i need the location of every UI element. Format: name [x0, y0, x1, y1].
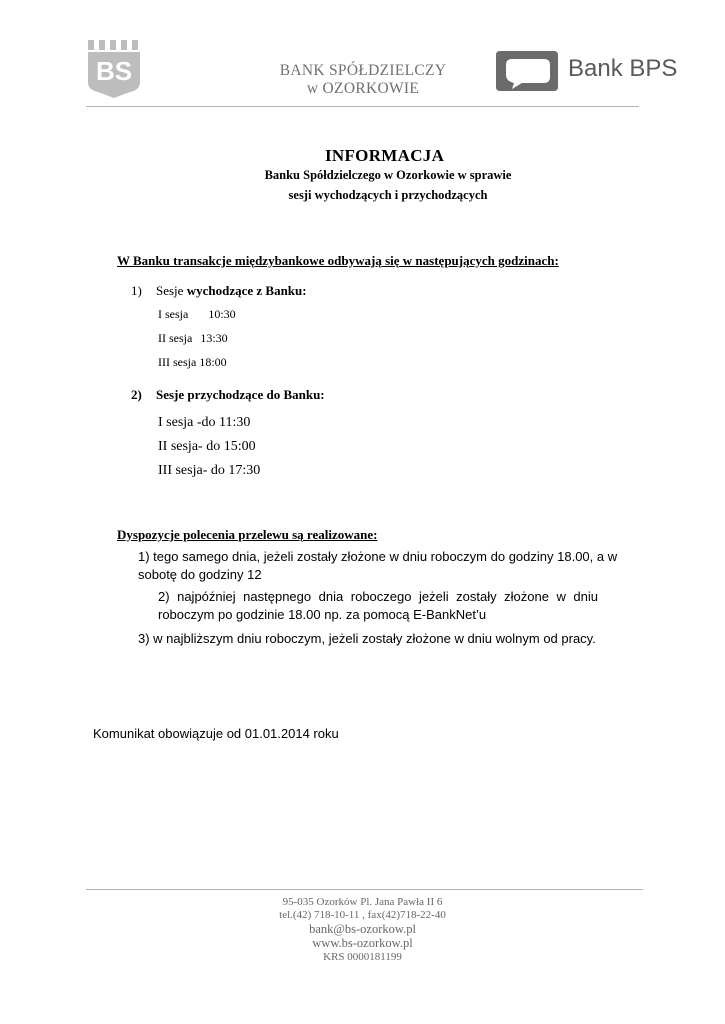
outgoing-label-plain: Sesje	[156, 283, 184, 298]
session-time: do 17:30	[210, 463, 261, 478]
outgoing-label-bold: wychodzące z Banku:	[186, 283, 307, 298]
footer-email: bank@bs-ozorkow.pl	[309, 922, 416, 936]
incoming-session-3	[158, 463, 260, 479]
outgoing-label	[156, 283, 307, 299]
bank-name-line2: w OZORKOWIE	[306, 80, 420, 97]
svg-text:BS: BS	[95, 56, 133, 86]
session-time: do 15:00	[206, 439, 256, 454]
session-name: III sesja	[158, 355, 197, 369]
footer-phone: tel.(42) 718-10-11 , fax(42)718-22-40	[279, 909, 446, 921]
session-time: 10:30	[208, 307, 236, 321]
bps-bubble-icon	[492, 47, 562, 97]
session-time: 18:00	[199, 355, 227, 369]
session-name: III sesja-	[158, 463, 208, 478]
sessions-heading: W Banku transakcje międzybankowe odbywają się w następujących godzinach:	[117, 253, 559, 268]
transfer-item-1-line1: 1) tego samego dnia, jeżeli zostały złożone w dniu roboczym do godziny 18.00, a w	[138, 549, 618, 564]
transfer-item-2-line2: roboczym po godzinie 18.00 np. za pomocą E-BankNet’u	[158, 607, 487, 622]
footer-address: 95-035 Ozorków Pl. Jana Pawła II 6	[282, 896, 443, 908]
bank-name	[275, 62, 451, 98]
session-name: I sesja	[158, 415, 194, 430]
bank-name-line1: BANK SPÓŁDZIELCZY	[279, 62, 447, 79]
footer-krs: KRS 0000181199	[323, 951, 402, 963]
transfer-item-2-line1: 2) najpóźniej następnego dnia roboczego jeżeli zostały złożone w dniu	[158, 589, 598, 604]
incoming-session-1	[158, 415, 250, 431]
incoming-number: 2)	[131, 387, 142, 402]
subtitle-line2: sesji wychodzących i przychodzących	[288, 188, 488, 202]
effective-date-notice: Komunikat obowiązuje od 01.01.2014 roku	[93, 726, 339, 741]
bank-bps-text: Bank BPS	[568, 55, 678, 82]
page-title: INFORMACJA	[325, 146, 445, 165]
transfer-item-1-line2: sobotę do godziny 12	[138, 567, 262, 582]
session-name: I sesja	[158, 307, 189, 321]
outgoing-session-1	[158, 307, 236, 322]
outgoing-number: 1)	[131, 283, 142, 298]
bs-emblem-icon	[86, 38, 142, 100]
outgoing-session-2	[158, 331, 228, 346]
subtitle-line1: Banku Spółdzielczego w Ozorkowie w sprawie	[264, 168, 512, 182]
incoming-label: Sesje przychodzące do Banku:	[156, 387, 325, 402]
footer-website: www.bs-ozorkow.pl	[312, 936, 413, 950]
incoming-session-2	[158, 439, 256, 455]
transfer-heading: Dyspozycje polecenia przelewu są realizowane:	[117, 527, 378, 542]
session-time: 13:30	[200, 331, 228, 345]
transfer-item-3: 3) w najbliższym dniu roboczym, jeżeli zostały złożone w dniu wolnym od pracy.	[138, 631, 596, 646]
outgoing-session-3	[158, 355, 227, 370]
session-time: -do 11:30	[196, 415, 251, 430]
header-divider	[86, 106, 639, 107]
session-name: II sesja-	[158, 439, 203, 454]
footer-divider	[86, 889, 643, 890]
session-name: II sesja	[158, 331, 193, 345]
bs-logo	[86, 38, 142, 100]
